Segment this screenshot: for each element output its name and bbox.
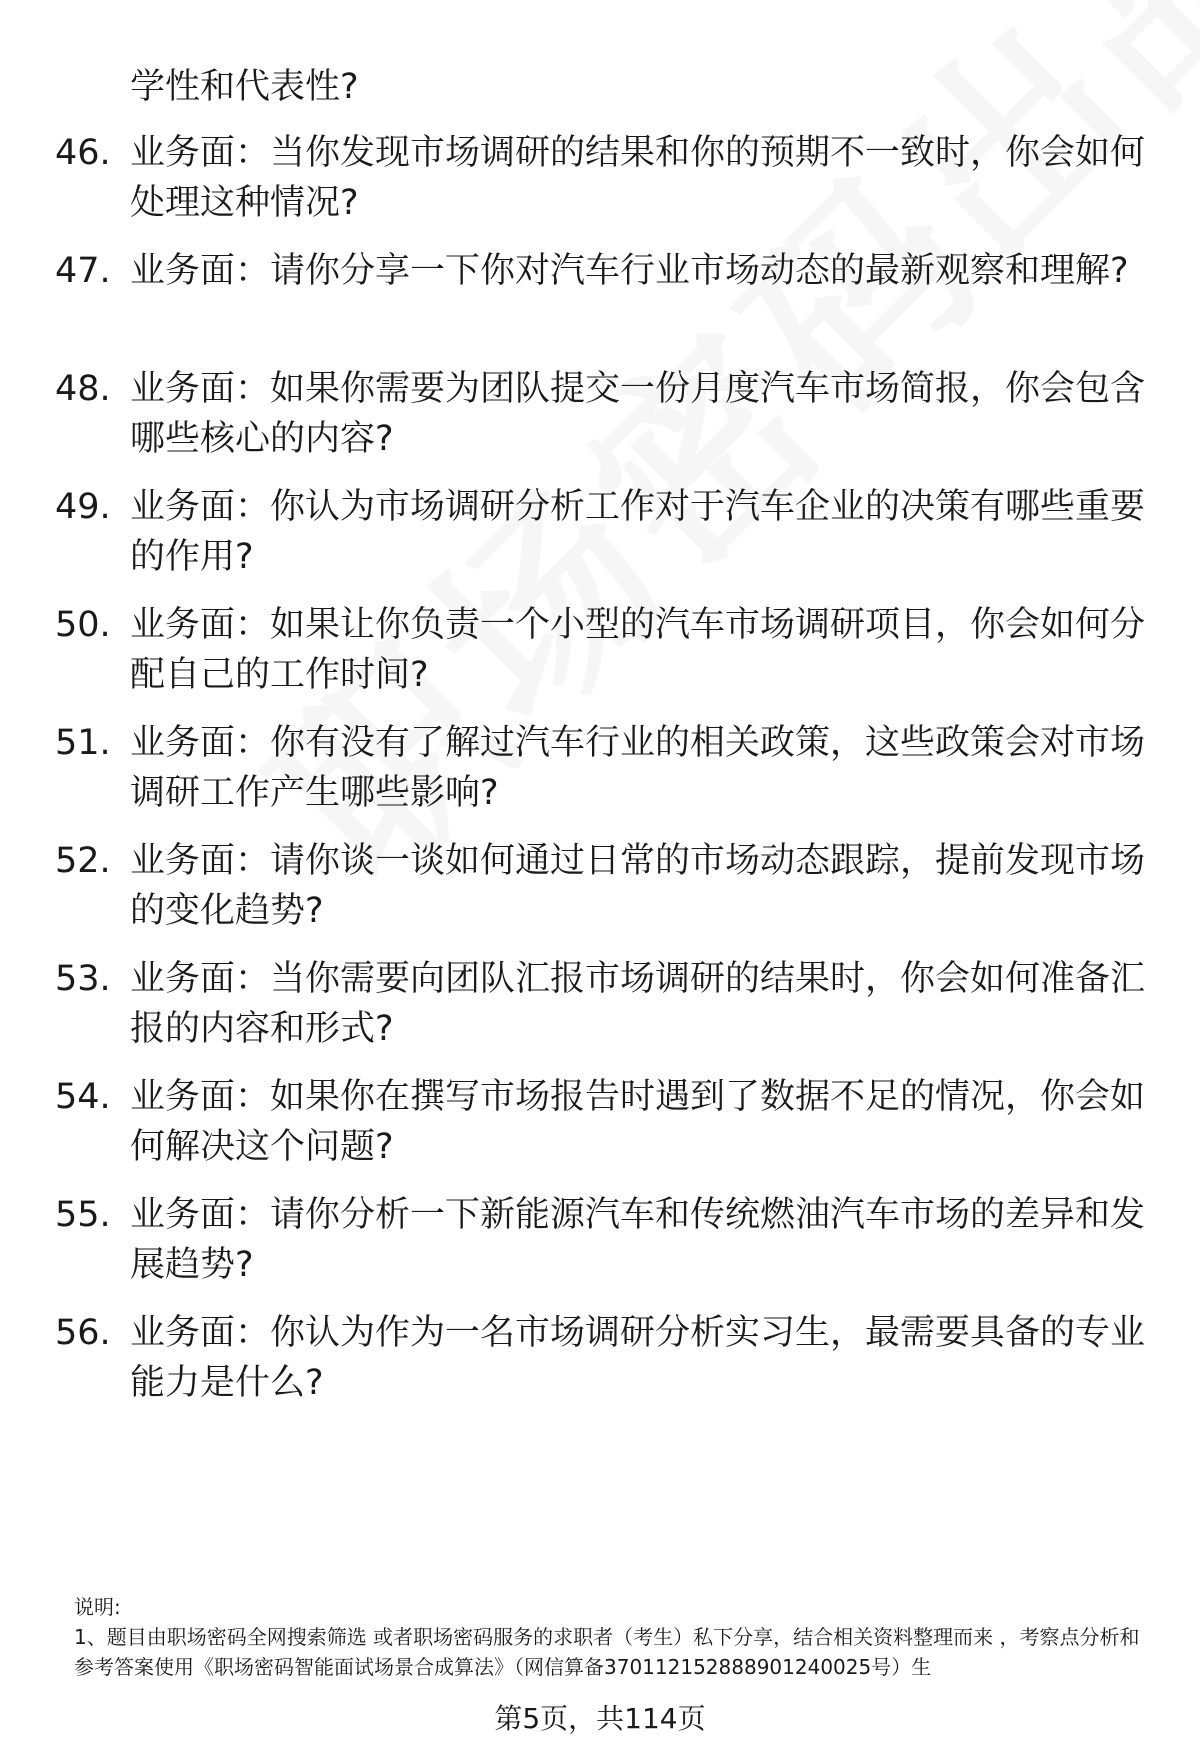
question-number: 47. <box>55 251 111 291</box>
question-item <box>0 482 1200 592</box>
question-item <box>0 1072 1200 1182</box>
page-footer: 第5页，共114页 <box>494 1702 706 1735</box>
question-text: 业务面：如果你在撰写市场报告时遇到了数据不足的情况，你会如何解决这个问题? <box>130 1077 1146 1167</box>
question-item <box>0 600 1200 710</box>
question-item <box>0 954 1200 1064</box>
question-number: 50. <box>55 605 111 645</box>
question-number: 49. <box>55 487 111 527</box>
question-number: 56. <box>55 1313 111 1353</box>
question-text: 业务面：当你需要向团队汇报市场调研的结果时，你会如何准备汇报的内容和形式? <box>130 959 1146 1049</box>
question-number: 52. <box>55 841 111 881</box>
question-item <box>0 364 1200 474</box>
question-number: 53. <box>55 959 111 999</box>
question-number: 46. <box>55 133 111 173</box>
question-text: 业务面：你认为作为一名市场调研分析实习生，最需要具备的专业能力是什么? <box>130 1313 1146 1403</box>
question-text: 业务面：如果让你负责一个小型的汽车市场调研项目，你会如何分配自己的工作时间? <box>130 605 1146 695</box>
question-number: 55. <box>55 1195 111 1235</box>
question-text: 业务面：如果你需要为团队提交一份月度汽车市场简报，你会包含哪些核心的内容? <box>130 369 1146 459</box>
question-text: 业务面：请你分析一下新能源汽车和传统燃油汽车市场的差异和发展趋势? <box>130 1195 1146 1285</box>
question-text: 业务面：请你谈一谈如何通过日常的市场动态跟踪，提前发现市场的变化趋势? <box>130 841 1146 931</box>
question-item <box>0 1308 1200 1418</box>
question-item <box>0 128 1200 238</box>
question-text: 业务面：你有没有了解过汽车行业的相关政策，这些政策会对市场调研工作产生哪些影响? <box>130 723 1146 813</box>
notes-section <box>74 1592 1154 1682</box>
question-item <box>0 1190 1200 1300</box>
notes-item: 1、题目由职场密码全网搜索筛选 或者职场密码服务的求职者（考生）私下分享，结合相关资料整理而来 ，考察点分析和参考答案使用《职场密码智能面试场景合成算法》（网信算备370112152888901240025号）生 <box>74 1625 1140 1679</box>
question-text: 业务面：你认为市场调研分析工作对于汽车企业的决策有哪些重要的作用? <box>130 487 1146 577</box>
question-item <box>0 718 1200 828</box>
question-number: 51. <box>55 723 111 763</box>
question-item <box>0 246 1200 356</box>
question-text: 业务面：当你发现市场调研的结果和你的预期不一致时，你会如何处理这种情况? <box>130 133 1146 223</box>
question-text: 业务面：请你分享一下你对汽车行业市场动态的最新观察和理解? <box>130 251 1129 291</box>
notes-heading: 说明: <box>74 1595 121 1619</box>
question-item <box>0 836 1200 946</box>
question-number: 54. <box>55 1077 111 1117</box>
question-number: 48. <box>55 369 111 409</box>
continued-question-fragment: 学性和代表性? <box>130 67 359 107</box>
